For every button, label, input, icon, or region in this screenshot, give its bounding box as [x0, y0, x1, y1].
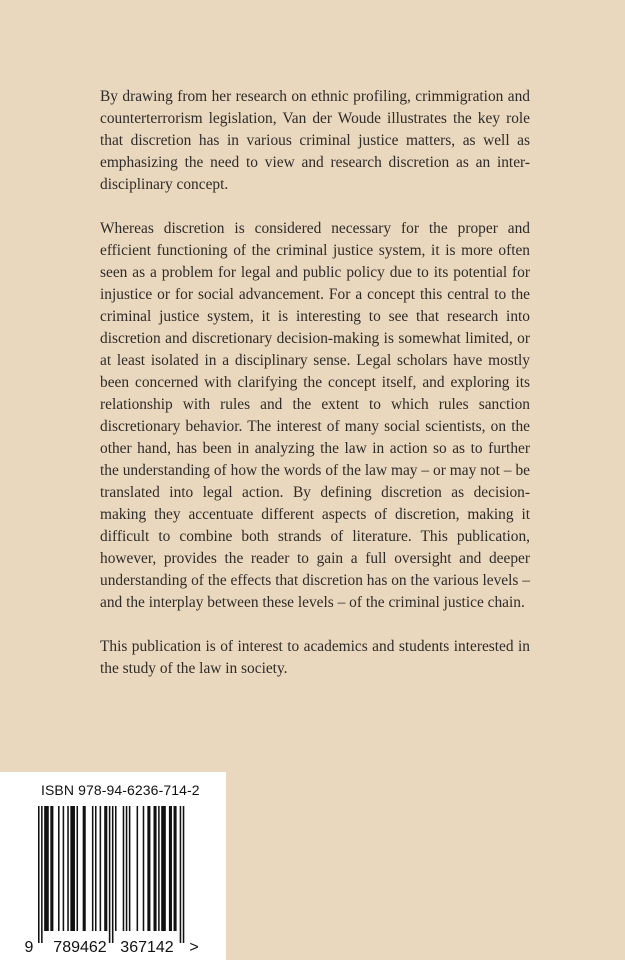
barcode-bar [126, 806, 128, 931]
barcode-bar [50, 806, 53, 931]
barcode-bars [38, 806, 184, 943]
barcode-panel [0, 772, 226, 960]
barcode-guard-bar [183, 806, 185, 943]
barcode-bar [123, 806, 125, 931]
barcode-bar [100, 806, 102, 931]
barcode-guard-bar [41, 806, 43, 943]
barcode-bar [169, 806, 172, 931]
barcode-bar [129, 806, 131, 931]
barcode-bar [77, 806, 79, 931]
blurb-text [100, 86, 530, 702]
barcode-bar [104, 806, 107, 931]
barcode-bar [58, 806, 60, 931]
barcode-right-digits: 367142 [120, 939, 174, 956]
barcode-bar [70, 806, 75, 931]
barcode-bar [158, 806, 160, 931]
blurb-paragraph-2: Whereas discretion is considered necessary for the proper and efficient functioning of the criminal justice system, it is more often seen as a problem for legal and public policy due to its potential for injustice or for social advancement. For a concept this central to the criminal justice system, it is interesting to see that research into discretion and discretionary decision-making is somewhat limited, or at least isolated in a disciplinary sense. Legal scholars have mostly been concerned with clarifying the concept itself, and exploring its relationship with rules and the extent to which rules sanction discretionary behavior. The interest of many social scientists, on the other hand, has been in analyzing the law in action so as to further the understanding of how the words of the law may – or may not – be translated into legal action. By defining discretion as decision-making they accentuate different aspects of discretion, making it difficult to combine both strands of literature. This publication, however, provides the reader to gain a full oversight and deeper understanding of the effects that discretion has on the various levels – and the interplay between these levels – of the criminal justice chain. [100, 220, 530, 611]
barcode-bar [115, 806, 117, 931]
barcode-bar [143, 806, 145, 931]
blurb-paragraph-1: By drawing from her research on ethnic profiling, crimmigration and counterterrorism legislation, Van der Woude illustrates the key role that discretion has in various criminal justice matters, as well as emphasizing the need to view and research discretion as an inter-disciplinary concept. [100, 88, 530, 193]
barcode-left-digits: 789462 [53, 939, 107, 956]
barcode-quiet-zone-marker: > [189, 939, 199, 956]
barcode-bar [44, 806, 49, 931]
barcode-bar [92, 806, 94, 931]
isbn-label: ISBN 978-94-6236-714-2 [41, 782, 200, 798]
barcode-bar [83, 806, 86, 931]
barcode-bar [63, 806, 65, 931]
barcode-bar [147, 806, 150, 931]
barcode-bar [137, 806, 139, 931]
barcode-guard-bar [109, 806, 111, 943]
barcode-bar [67, 806, 69, 931]
blurb-paragraph-3: This publication is of interest to academics and students interested in the study of the law in society. [100, 638, 530, 677]
barcode-guard-bar [180, 806, 182, 943]
barcode-bar [174, 806, 177, 931]
isbn-barcode [0, 772, 226, 960]
barcode-bar [161, 806, 166, 931]
barcode-guard-bar [38, 806, 40, 943]
barcode-guard-bar [112, 806, 114, 943]
barcode-first-digit: 9 [24, 939, 34, 956]
barcode-bar [154, 806, 157, 931]
barcode-bar [95, 806, 97, 931]
